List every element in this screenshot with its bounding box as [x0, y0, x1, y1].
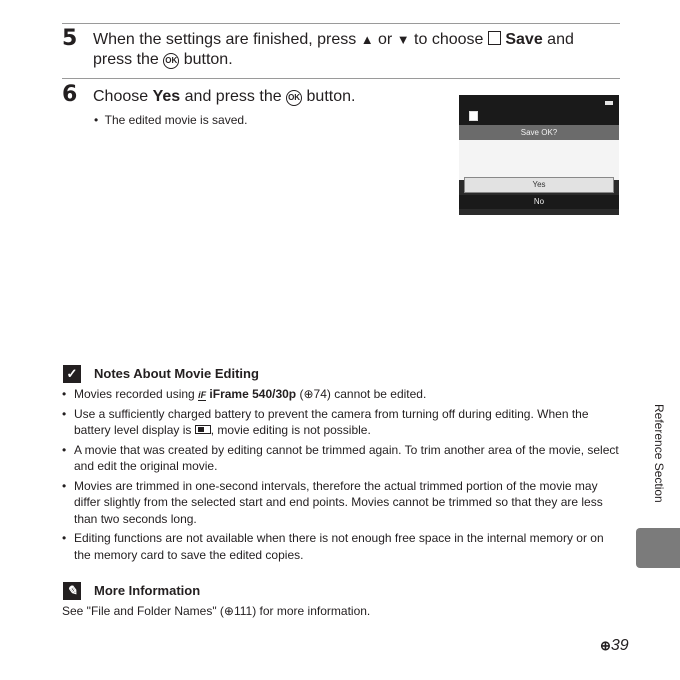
- step-6-text: [93, 87, 355, 107]
- step-6-text-b: and press the: [184, 88, 282, 105]
- side-section-label-text: Reference Section: [652, 404, 666, 503]
- side-section-label: [626, 404, 666, 512]
- step-6-number: 6: [62, 82, 78, 107]
- up-arrow-icon: ▲: [360, 32, 374, 47]
- page-number: [600, 637, 629, 655]
- note-2-text-a: Use a sufficiently charged battery to prevent the camera from turning off during editing. When the battery level display is: [74, 406, 589, 437]
- note-1-text-a: Movies recorded using: [74, 387, 195, 401]
- note-2-text-b: , movie editing is not possible.: [210, 423, 371, 437]
- step-5-text-e: button.: [183, 51, 233, 68]
- step-6-text-c: button.: [306, 88, 356, 105]
- battery-low-icon: [195, 425, 211, 434]
- step-5-text-a: When the settings are finished, press: [93, 31, 357, 48]
- notes-heading: Notes About Movie Editing: [94, 366, 259, 381]
- save-icon: [488, 31, 501, 45]
- save-ok-prompt: Save OK?: [459, 125, 619, 140]
- step-6-text-a: Choose: [93, 88, 149, 105]
- more-info-text: See "File and Folder Names" (⊕111) for more information.: [62, 604, 371, 618]
- more-info-heading: More Information: [94, 583, 201, 598]
- notes-list: [62, 386, 620, 566]
- playback-icon: [469, 111, 478, 121]
- step-5-number: 5: [62, 26, 78, 51]
- camera-screen: [459, 95, 619, 215]
- check-note-icon: ✓: [63, 365, 81, 383]
- down-arrow-icon: ▼: [396, 32, 410, 47]
- list-item: • A movie that was created by editing cannot be trimmed again. To trim another area of the movie, select and edit the original movie.: [62, 442, 620, 475]
- list-item: • Movies are trimmed in one-second intervals, therefore the actual trimmed portion of the movie may differ slightly from the selected start and end points. Movies cannot be trimmed so that they are less than two seconds long.: [62, 478, 620, 528]
- note-1-ref: (⊕74): [299, 387, 331, 401]
- iframe-mode-icon: iF: [198, 390, 207, 400]
- list-item: • Editing functions are not available when there is not enough free space in the internal memory or on the memory card to save the edited copies.: [62, 530, 620, 563]
- option-no: No: [459, 195, 619, 209]
- side-tab: [636, 528, 680, 568]
- step-5-text-b: to choose: [414, 31, 484, 48]
- note-1-text-b: cannot be edited.: [334, 387, 427, 401]
- note-1-mode: iFrame 540/30p: [209, 387, 297, 401]
- list-item: [62, 386, 620, 403]
- battery-icon: [605, 101, 613, 105]
- screen-body: [459, 140, 619, 180]
- step-5-text: [93, 30, 623, 70]
- page-number-value: 39: [610, 637, 629, 654]
- step-5-text-c: and: [547, 31, 574, 48]
- save-label: Save: [505, 31, 543, 48]
- step-5-or: or: [378, 31, 393, 48]
- step-6-bullet-text: The edited movie is saved.: [104, 113, 248, 127]
- step-5-text-d: press the: [93, 51, 159, 68]
- pencil-note-icon: ✎: [63, 582, 81, 600]
- step-6-bullet: [94, 113, 247, 127]
- bullet-icon: •: [94, 113, 99, 127]
- ok-button-icon: OK: [163, 53, 179, 69]
- list-item: [62, 406, 620, 439]
- step-divider: [62, 78, 620, 79]
- top-rule: [62, 23, 620, 24]
- ok-button-icon: OK: [286, 90, 302, 106]
- reference-icon: ⊕: [600, 638, 611, 653]
- option-yes: Yes: [464, 177, 614, 193]
- yes-label: Yes: [152, 88, 181, 105]
- screen-top-bar: [459, 95, 619, 125]
